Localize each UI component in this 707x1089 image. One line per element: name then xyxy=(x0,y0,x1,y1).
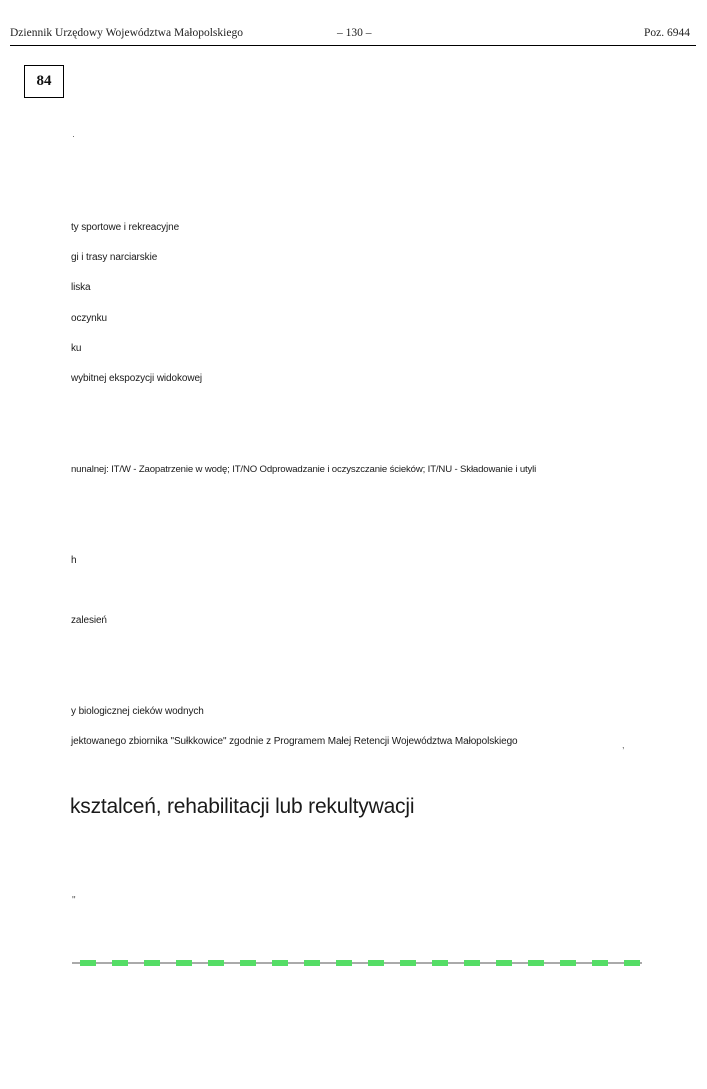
legend-line-10: y biologicznej cieków wodnych xyxy=(71,706,204,717)
legend-line-8: h xyxy=(71,555,77,566)
position-number: Poz. 6944 xyxy=(644,27,690,39)
legend-line-3: liska xyxy=(71,282,91,293)
annex-number-box xyxy=(24,65,64,98)
legend-line-4: oczynku xyxy=(71,313,107,324)
annex-number: 84 xyxy=(36,73,52,89)
stray-quote: " xyxy=(72,895,76,906)
journal-title: Dziennik Urzędowy Województwa Małopolskiego xyxy=(10,27,243,39)
legend-line-7: nunalnej: IT/W - Zaopatrzenie w wodę; IT/NO Odprowadzanie i oczyszczanie ścieków; IT/NU - Składowanie i utyli xyxy=(71,464,537,475)
stray-comma: , xyxy=(622,740,625,750)
legend-line-1: ty sportowe i rekreacyjne xyxy=(71,222,180,233)
legend-line-5: ku xyxy=(71,343,82,354)
page-header xyxy=(10,26,692,42)
legend-line-2: gi i trasy narciarskie xyxy=(71,252,158,263)
legend-line-11: jektowanego zbiornika "Sułkkowice" zgodnie z Programem Małej Retencji Województwa Małopolskiego xyxy=(71,736,518,747)
legend-line-9: zalesień xyxy=(71,615,107,626)
stray-mark-top: · xyxy=(72,131,75,141)
page-number: – 130 – xyxy=(337,27,372,39)
green-dashed-boundary-symbol xyxy=(72,955,642,971)
header-rule xyxy=(10,45,696,46)
section-heading: ksztalceń, rehabilitacji lub rekultywacji xyxy=(70,795,415,818)
legend-line-6: wybitnej ekspozycji widokowej xyxy=(71,373,203,384)
